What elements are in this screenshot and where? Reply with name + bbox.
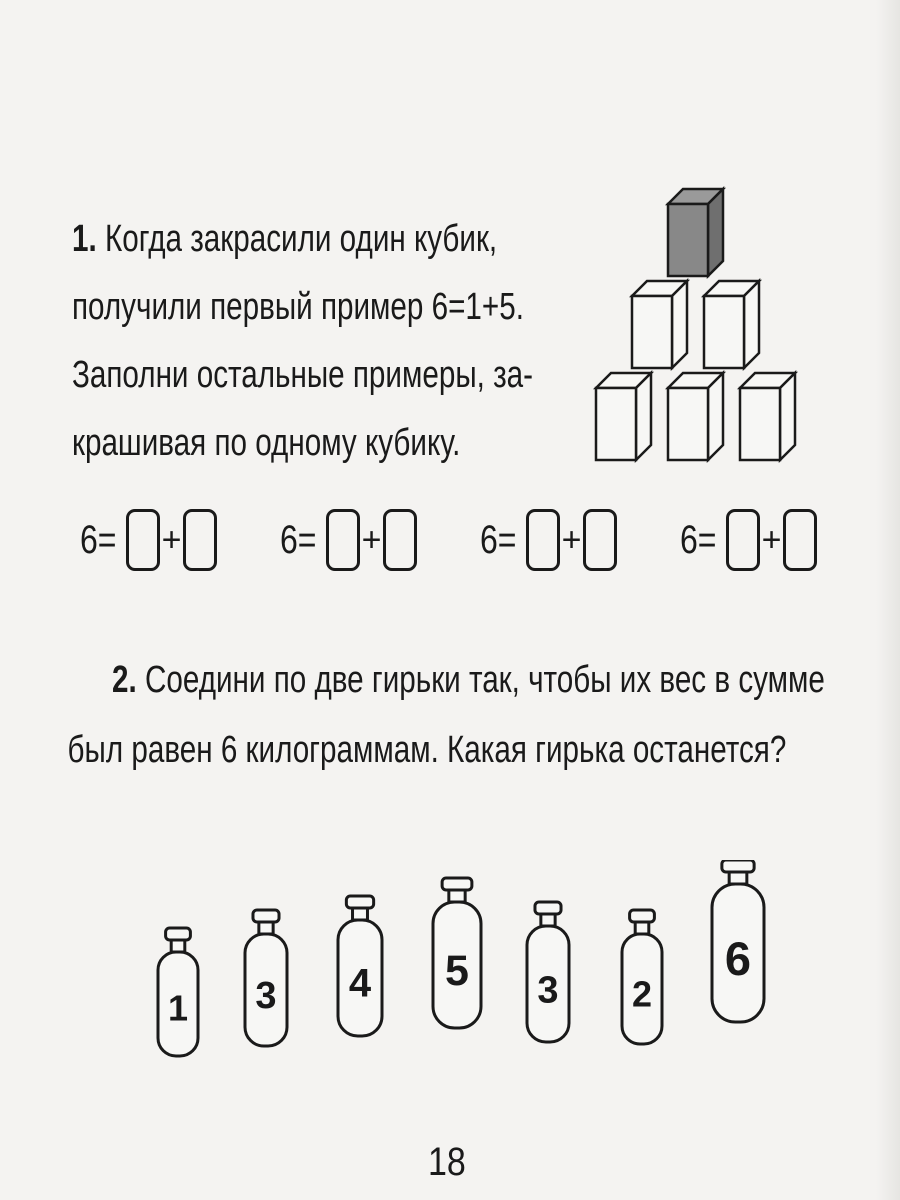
weights-row [0, 860, 900, 1060]
answer-box-1a[interactable] [126, 509, 160, 571]
weight-cap [253, 910, 279, 922]
weight-neck [353, 908, 368, 920]
weight-label: 2 [631, 973, 653, 1015]
equation-1 [80, 500, 217, 580]
plus-sign: + [761, 520, 782, 559]
weight-cap [630, 910, 655, 922]
weight-neck [541, 914, 555, 926]
task1-text [72, 205, 571, 477]
weight-label: 5 [445, 947, 469, 996]
weight-1[interactable] [158, 928, 198, 1056]
equation-3 [480, 500, 617, 580]
cube-middle-1[interactable] [632, 281, 687, 368]
answer-box-1b[interactable] [183, 509, 217, 571]
weight-2[interactable] [245, 910, 287, 1046]
cube-bottom-2[interactable] [668, 373, 723, 460]
equation-2-lhs: 6= [280, 517, 317, 562]
answer-box-3a[interactable] [526, 509, 560, 571]
weight-label: 3 [255, 974, 277, 1017]
weight-7[interactable] [712, 860, 764, 1022]
weight-label: 4 [348, 961, 372, 1006]
answer-box-4a[interactable] [726, 509, 760, 571]
answer-box-3b[interactable] [583, 509, 617, 571]
cube-bottom-3[interactable] [740, 373, 795, 460]
task2-text [67, 645, 825, 785]
task1-line-4: крашивая по одному кубику. [72, 422, 461, 464]
weight-label: 1 [167, 987, 189, 1029]
page-number: 18 [428, 1140, 466, 1184]
task1-number: 1. [72, 218, 97, 260]
equation-3-lhs: 6= [480, 517, 517, 562]
cube-pyramid [592, 183, 812, 473]
task2-line-2: был равен 6 килограммам. Какая гирька останется? [67, 729, 787, 771]
weight-cap [346, 896, 373, 908]
weight-4[interactable] [433, 878, 481, 1028]
task1-line-3: Заполни остальные примеры, за- [72, 354, 534, 396]
weight-label: 3 [537, 969, 559, 1012]
cube-middle-2[interactable] [704, 281, 759, 368]
weight-neck [729, 872, 747, 884]
weight-neck [259, 922, 273, 934]
task2-line-1-text: Соедини по две гирьки так, чтобы их вес в сумме [144, 659, 825, 701]
task2-line-1 [112, 645, 825, 715]
weight-6[interactable] [622, 910, 662, 1044]
cube-bottom-1[interactable] [596, 373, 651, 460]
equation-4 [680, 500, 817, 580]
plus-sign: + [561, 520, 582, 559]
answer-box-2a[interactable] [326, 509, 360, 571]
answer-box-4b[interactable] [783, 509, 817, 571]
weights-svg [0, 860, 900, 1060]
task2-number: 2. [112, 659, 137, 701]
weight-cap [442, 878, 472, 890]
weight-3[interactable] [338, 896, 382, 1036]
weight-label: 6 [724, 932, 752, 986]
equation-2 [280, 500, 417, 580]
cube-top-shaded[interactable] [668, 189, 723, 276]
task1-line-1-text: Когда закрасили один кубик, [104, 218, 498, 260]
weight-neck [635, 922, 649, 934]
equation-1-lhs: 6= [80, 517, 117, 562]
plus-sign: + [161, 520, 182, 559]
task1-line-2: получили первый пример 6=1+5. [72, 286, 524, 328]
weight-cap [535, 902, 561, 914]
weight-neck [171, 940, 185, 952]
weight-neck [449, 890, 465, 902]
equation-4-lhs: 6= [680, 517, 717, 562]
equations-row [80, 500, 840, 590]
answer-box-2b[interactable] [383, 509, 417, 571]
weight-5[interactable] [527, 902, 569, 1042]
plus-sign: + [361, 520, 382, 559]
weight-cap [722, 860, 754, 872]
task1-line-1 [72, 205, 571, 273]
weight-cap [166, 928, 191, 940]
